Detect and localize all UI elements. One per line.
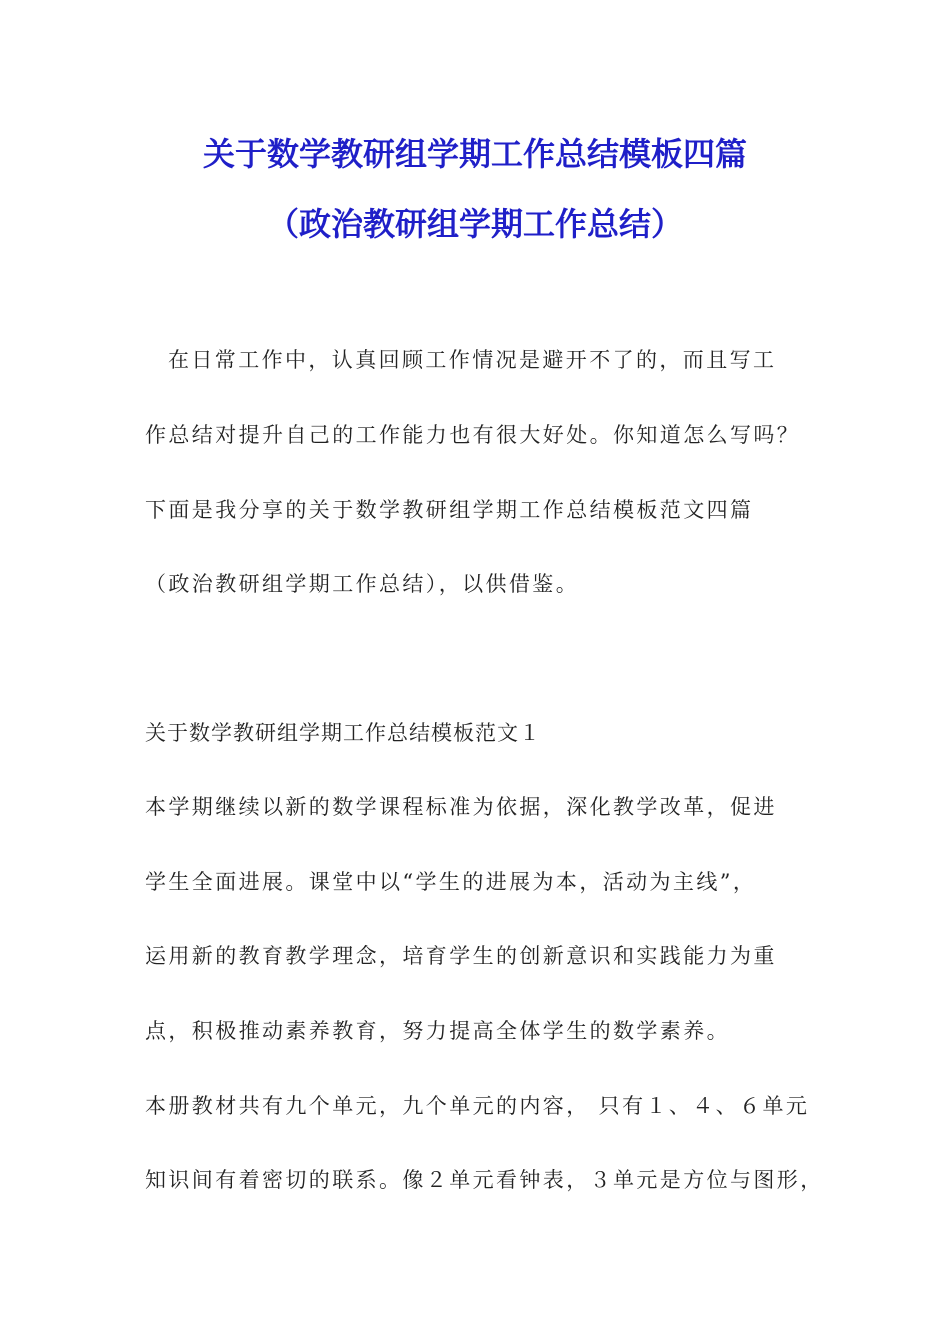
intro-line: 作总结对提升自己的工作能力也有很大好处。你知道怎么写吗？	[145, 423, 801, 447]
paragraph-line: 点，积极推动素养教育，努力提高全体学生的数学素养。	[145, 1019, 730, 1043]
paragraph-line: 知识间有着密切的联系。像２单元看钟表，３单元是方位与图形，	[145, 1168, 824, 1192]
paragraph-line: 本册教材共有九个单元，九个单元的内容， 只有１、４、６单元	[145, 1094, 810, 1118]
intro-line: 下面是我分享的关于数学教研组学期工作总结模板范文四篇	[145, 498, 754, 522]
paragraph-line: 运用新的教育教学理念，培育学生的创新意识和实践能力为重	[145, 944, 777, 968]
intro-line: （政治教研组学期工作总结），以供借鉴。	[145, 572, 580, 596]
document-title: 关于数学教研组学期工作总结模板四篇	[202, 135, 747, 173]
paragraph-line: 学生全面进展。课堂中以“学生的进展为本，活动为主线”，	[145, 870, 757, 894]
section-heading: 关于数学教研组学期工作总结模板范文１	[145, 721, 541, 745]
paragraph-line: 本学期继续以新的数学课程标准为依据，深化教学改革，促进	[145, 795, 777, 819]
document-subtitle: （政治教研组学期工作总结）	[266, 205, 683, 243]
intro-line: 在日常工作中，认真回顾工作情况是避开不了的，而且写工	[168, 348, 777, 372]
